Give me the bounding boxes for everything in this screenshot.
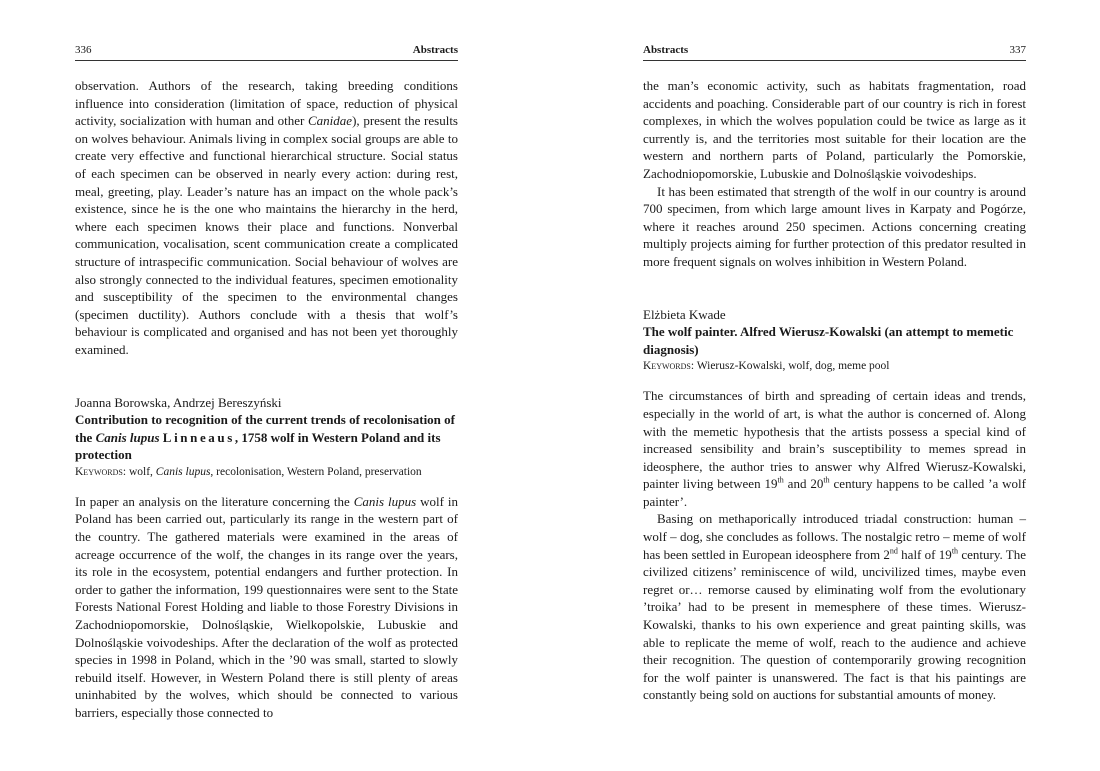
- continuation-paragraph: observation. Authors of the research, taking breeding conditions influence into consideration (limitation of space, reduction of physical activity, socialization with human and other Canidae), present the results on wolves behaviour. Animals living in complex social groups are able to create very effective and functional hierarchical structure. Social status of each specimen can be observed in nearly every action: during rest, meal, greeting, play. Leader’s nature has an impact on the whole pack’s existence, since he is the one who maintains the hierarchy in the herd, where each specimen knows their place and functions. Nonverbal communication, vocalisation, scent communication create a complicated structure of intraspecific communication. Social behaviour of wolves are also strongly connected to the individual features, specimen emotionality and susceptibility of the specimen to the environmental changes (specimen ductility). Authors conclude with a thesis that wolf’s behaviour is complicated and organised and has not been yet thoroughly examined.: [75, 78, 458, 357]
- article-authors: Joanna Borowska, Andrzej Bereszyński: [75, 394, 282, 410]
- article-abstract: In paper an analysis on the literature concerning the Canis lupus wolf in Poland has been carried out, particularly its range in the western part of the country. The gathered materials were examined in the areas of acreage occurrence of the wolf, the changes in its range over the years, its role in the ecosystem, potential endangers and further protection. In order to gather the information, 199 questionnaires were sent to the State Forests National Forest Holding and liable to those Forestry Divisions in Zachodniopomorskie, Dolnośląskie, Wielkopolskie, Lubuskie and Dolnośląskie voivodeships. After the declaration of the wolf as protected species in 1998 in Poland, which in the ’90 was small, started to slowly rebuild itself. However, in Western Poland there is still plenty of areas uninhabited by the wolves, which should be connected to various barriers, especially those connected to: [75, 493, 458, 720]
- article-abstract-p2: Basing on methaporically introduced triadal construction: human – wolf – dog, she concludes as follows. The nostalgic retro – meme of wolf has been settled in European ideosphere from 2nd half of 19th century. The civilized citizens’ reminiscence of wild, uncivilized times, maybe even regret or… remorse caused by eliminating wolf from the evolutionary ’troika’ had to be present in memesphere of these times. Wierusz-Kowalski, thanks to his own experience and great painting skills, was able to replicate the meme of wolf, reach to the audience and achieve their recognition. The question of contemporarily growing recognition for the wolf painter is unanswered. The fact is that his paintings are constantly being sold on auctions for substantial amounts of money.: [643, 511, 1026, 703]
- continuation-paragraph-2: It has been estimated that strength of the wolf in our country is around 700 specimen, from which large amount lives in Karpaty and Pogórze, where it reaches around 250 specimen. Actions concerning creating multiply projects aiming for further protection of this predator resulted in more frequent signals on wolves inhibition in Western Poland.: [643, 183, 1026, 269]
- left-page-number: 336: [75, 44, 92, 56]
- continuation-paragraph: the man’s economic activity, such as habitats fragmentation, road accidents and poaching. Considerable part of our country is rich in forest complexes, in which the wolves population could be twice as large as it currently is, and the territories most suitable for their location are the western and northern parts of Poland, particularly the Pomorskie, Zachodniopomorskie, Lubuskie and Dolnośląskie voivodeships.: [643, 78, 1026, 181]
- article-authors: Elżbieta Kwade: [643, 306, 726, 322]
- right-running-head: [643, 42, 1026, 61]
- italic-term: Canidae: [308, 113, 353, 129]
- article-title: Contribution to recognition of the current trends of recolonisation of the Canis lupus Linneaus, 1758 wolf in Western Poland and its protection: [75, 412, 455, 463]
- article-keywords: Keywords: wolf, Canis lupus, recolonisation, Western Poland, preservation: [75, 465, 422, 478]
- left-running-head: [75, 42, 458, 61]
- article-keywords: Keywords: Wierusz-Kowalski, wolf, dog, meme pool: [643, 360, 890, 373]
- right-page-number: 337: [1009, 44, 1026, 56]
- article-title: The wolf painter. Alfred Wierusz-Kowalski (an attempt to memetic diagnosis): [643, 324, 1014, 357]
- left-page-body: [75, 77, 458, 722]
- left-running-title: Abstracts: [412, 44, 458, 56]
- right-running-title: Abstracts: [643, 44, 689, 56]
- article-abstract-p1: The circumstances of birth and spreading of certain ideas and trends, especially in the world of art, is what the author is concerned of. Along with the memetic hypothesis that the artists possess a special kind of increased sensibility and brain’s susceptibility to memes spread in ideosphere, the author tries to answer why Alfred Wierusz-Kowalski, painter living between 19th and 20th century happens to be called ’a wolf painter’.: [643, 388, 1026, 509]
- right-page-body: [643, 77, 1026, 704]
